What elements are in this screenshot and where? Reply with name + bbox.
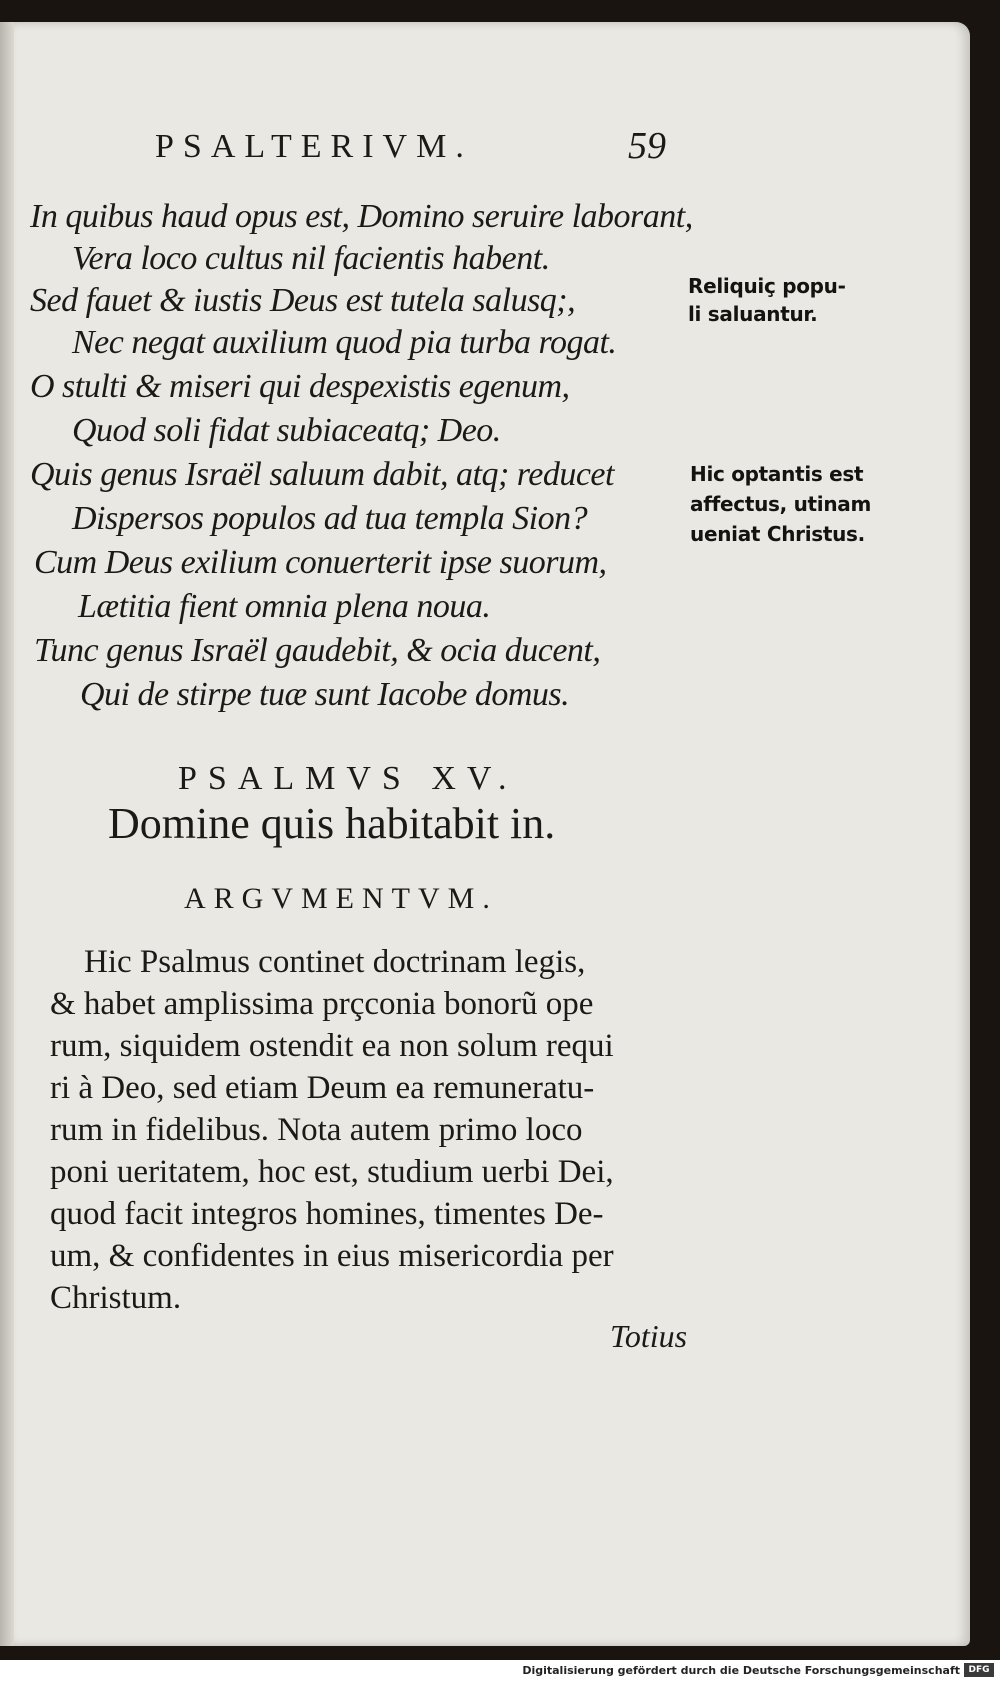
argumentum-heading: ARGVMENTVM. [184,882,498,915]
running-header: PSALTERIVM. [155,128,473,165]
argumentum-line: Christum. [50,1280,182,1316]
digitization-credit: Digitalisierung gefördert durch die Deutsche Forschungsgemeinschaft [522,1664,960,1677]
verse-line: Cum Deus exilium conuerterit ipse suorum, [34,544,607,581]
argumentum-line: & habet amplissima prçconia bonorũ ope [50,986,594,1022]
page-number: 59 [628,125,666,167]
margin-note: Hic optantis est [690,462,864,486]
margin-note: affectus, utinam [690,492,872,516]
margin-note: li saluantur. [688,302,818,326]
verse-line: Lætitia fient omnia plena noua. [78,588,491,625]
argumentum-line: quod facit integros homines, timentes De- [50,1196,604,1232]
verse-line: Nec negat auxilium quod pia turba rogat. [72,324,617,361]
verse-line: In quibus haud opus est, Domino seruire laborant, [30,198,693,235]
verse-line: Vera loco cultus nil facientis habent. [72,240,550,277]
catchword: Totius [610,1318,688,1354]
argumentum-line: rum, siquidem ostendit ea non solum requi [50,1028,614,1064]
verse-line: Quis genus Israël saluum dabit, atq; reducet [30,456,614,493]
dfg-logo: DFG [964,1663,994,1677]
argumentum-line: ri à Deo, sed etiam Deum ea remuneratu- [50,1070,595,1106]
verse-line: Tunc genus Israël gaudebit, & ocia ducent, [34,632,601,669]
page-gutter [0,22,14,1646]
argumentum-line: um, & confidentes in eius misericordia per [50,1238,614,1274]
argumentum-line: poni ueritatem, hoc est, studium uerbi Dei, [50,1154,614,1190]
psalm-heading: PSALMVS XV. [178,760,518,797]
argumentum-line: Hic Psalmus continet doctrinam legis, [84,944,586,980]
psalm-incipit: Domine quis habitabit in. [108,799,556,848]
verse-line: Quod soli fidat subiaceatq; Deo. [72,412,501,449]
verse-line: Dispersos populos ad tua templa Sion? [72,500,588,537]
margin-note: ueniat Christus. [690,522,865,546]
verse-line: Sed fauet & iustis Deus est tutela salusq;, [30,282,576,319]
argumentum-line: rum in fidelibus. Nota autem primo loco [50,1112,583,1148]
verse-line: Qui de stirpe tuæ sunt Iacobe domus. [80,676,570,713]
margin-note: Reliquiç popu- [688,274,846,298]
verse-line: O stulti & miseri qui despexistis egenum, [30,368,570,405]
